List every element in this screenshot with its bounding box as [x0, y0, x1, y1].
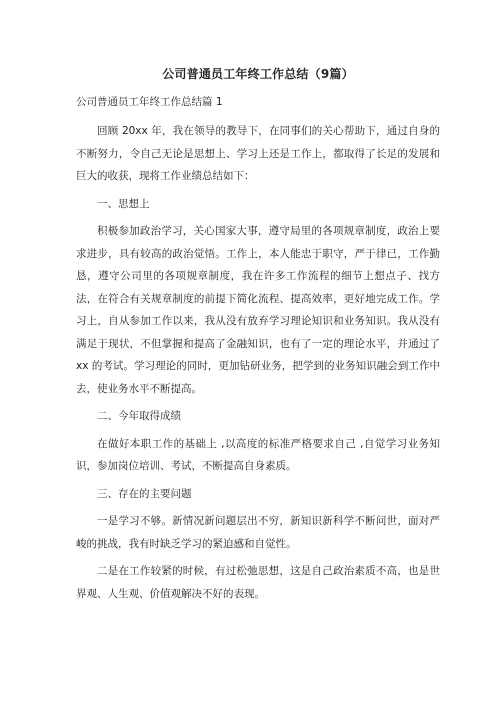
- document-subtitle: 公司普通员工年终工作总结篇 1: [76, 96, 223, 108]
- section-heading-thought: 一、思想上: [97, 197, 150, 210]
- thought-paragraph: 积极参加政治学习，关心国家大事，遵守局里的各项规章制度，政治上要求进步，具有较高的政治觉悟。工作上，本人能忠于职守，严于律已，工作勤恳，遵守公司里的各项规章制度，我在许多工作流程的细节上想点子、找方法，在符合有关规章制度的前提下简化流程、提高效率，更好地完成工作。学习上，自从参加工作以来，我从没有放弃学习理论知识和业务知识。我从没有满足于现状，不但掌握和提高了金融知识，也有了一定的理论水平，并通过了 xx 的考试。学习理论的同时，更加钻研业务，把学到的业务知识融会到工作中去，使业务水平不断提高。: [76, 225, 440, 395]
- section-heading-achievements: 二、今年取得成绩: [97, 410, 181, 422]
- section-heading-problems: 三、存在的主要问题: [97, 487, 192, 500]
- problem-paragraph-1: 一是学习不够。新情况新问题层出不穷，新知识新科学不断问世，面对严峻的挑战，我有时缺乏学习的紧迫感和自觉性。: [76, 515, 440, 550]
- problem-paragraph-2: 二是在工作较紧的时候，有过松弛思想，这是自己政治素质不高，也是世界观、人生观、价值观解决不好的表现。: [76, 565, 440, 600]
- achievements-paragraph: 在做好本职工作的基础上 ,以高度的标准严格要求自己 ,自觉学习业务知识，参加岗位培训、考试，不断提高自身素质。: [76, 437, 440, 472]
- intro-paragraph: 回顾 20xx 年，我在领导的教导下，在同事们的关心帮助下，通过自身的不断努力，令自己无论是思想上、学习上还是工作上，都取得了长足的发展和巨大的收获，现将工作业绩总结如下：: [76, 125, 440, 182]
- document-title: 公司普通员工年终工作总结（9篇）: [162, 67, 354, 81]
